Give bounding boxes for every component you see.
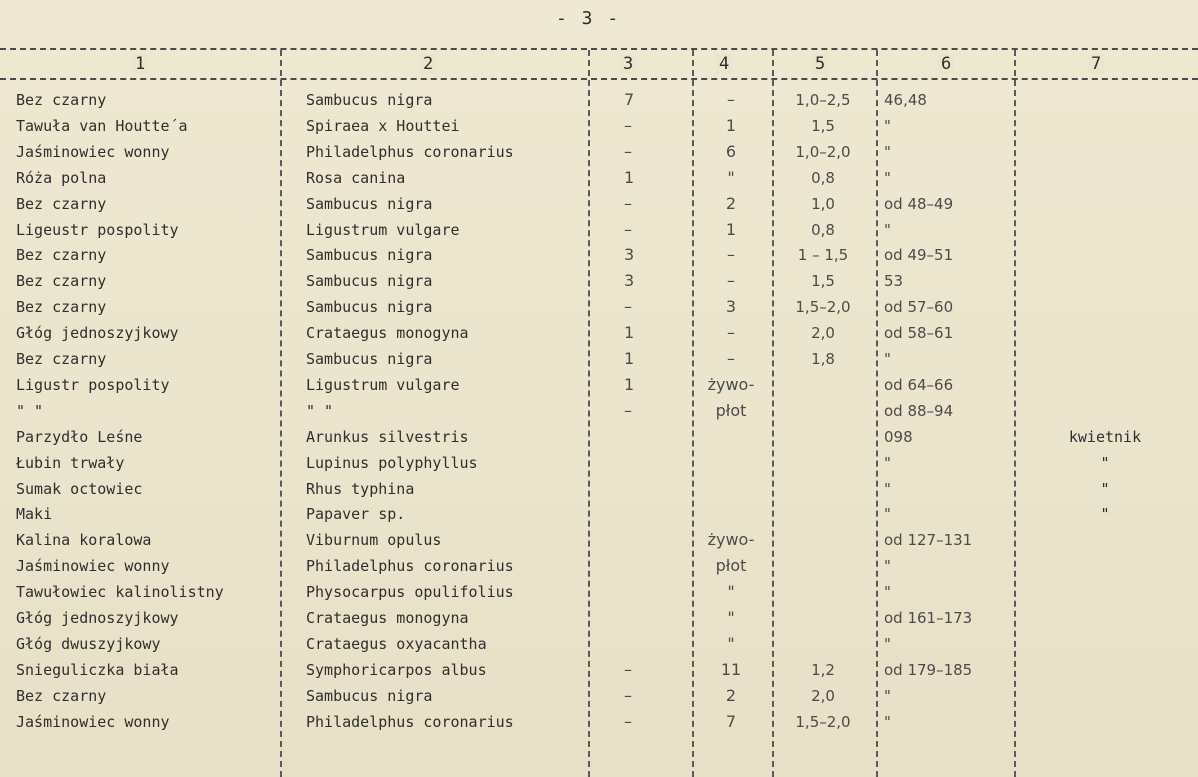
cell-col-2: Philadelphus coronarius (306, 712, 514, 731)
cell-col-3: – (624, 219, 632, 239)
cell-col-2: Crataegus monogyna (306, 324, 469, 343)
cell-col-2: Rosa canina (306, 168, 406, 187)
cell-col-4: 2 (725, 193, 737, 213)
cell-col-2: Symphoricarpos albus (306, 660, 487, 679)
cell-col-2: Sambucus nigra (306, 194, 433, 213)
cell-col-1: Bez czarny (16, 298, 107, 317)
table-row (0, 401, 1198, 427)
cell-col-1: Maki (16, 505, 53, 524)
cell-col-6: " (884, 557, 891, 576)
cell-col-4: – (727, 90, 735, 109)
cell-col-5: 1,0–2,0 (795, 142, 851, 161)
cell-col-1: Tawuła van Houtte´a (16, 116, 188, 135)
cell-col-4: – (727, 245, 735, 265)
table-row (0, 504, 1198, 530)
cell-col-4: 6 (725, 141, 737, 161)
cell-col-6: " (884, 479, 891, 498)
cell-col-5: 1,8 (811, 350, 835, 368)
table-row (0, 90, 1198, 116)
cell-col-2: Physocarpus opulifolius (306, 583, 514, 602)
cell-col-1: Jaśminowiec wonny (16, 557, 170, 576)
cell-col-6: " (884, 505, 891, 524)
cell-col-4: płot (715, 400, 747, 420)
cell-col-3: – (624, 711, 632, 731)
cell-col-3: 3 (624, 245, 635, 265)
cell-col-5: 1,5–2,0 (795, 298, 851, 317)
table-row (0, 530, 1198, 556)
column-header-1: 1 (132, 54, 148, 74)
cell-col-7: " (1100, 453, 1110, 472)
table-row (0, 608, 1198, 634)
cell-col-4: żywo- (707, 530, 755, 550)
cell-col-4: – (727, 323, 735, 343)
cell-col-4: 1 (725, 219, 737, 239)
table-row (0, 582, 1198, 608)
cell-col-6: od 161–173 (884, 609, 973, 627)
cell-col-5: 1,2 (811, 660, 835, 679)
cell-col-1: Głóg jednoszyjkowy (16, 324, 179, 343)
cell-col-3: 1 (624, 167, 635, 187)
table-row (0, 660, 1198, 686)
cell-col-6: 53 (884, 272, 904, 291)
table-row (0, 686, 1198, 712)
cell-col-6: od 64–66 (884, 375, 954, 394)
cell-col-4: żywo- (707, 374, 755, 394)
cell-col-5: 0,8 (811, 168, 835, 187)
cell-col-1: Sumak octowiec (16, 479, 143, 498)
cell-col-3: 7 (624, 90, 635, 109)
cell-col-1: Głóg jednoszyjkowy (16, 609, 179, 627)
cell-col-3: – (624, 297, 632, 317)
cell-col-6: " (884, 583, 891, 602)
cell-col-6: 46,48 (884, 91, 927, 109)
table-row (0, 453, 1198, 479)
column-header-4: 4 (716, 54, 732, 74)
table-row (0, 297, 1198, 323)
cell-col-4: 11 (720, 659, 742, 679)
column-header-7: 7 (1088, 54, 1104, 74)
cell-col-6: " (884, 142, 891, 161)
cell-col-7: kwietnik (1068, 427, 1142, 446)
cell-col-3: – (624, 659, 632, 679)
cell-col-3: – (624, 685, 632, 705)
cell-col-2: Lupinus polyphyllus (306, 453, 478, 472)
cell-col-3: – (624, 193, 632, 213)
cell-col-6: " (884, 350, 891, 368)
cell-col-4: " (727, 167, 735, 187)
cell-col-2: Papaver sp. (306, 505, 406, 524)
table-row (0, 712, 1198, 738)
cell-col-3: 1 (624, 374, 635, 394)
cell-col-6: " (884, 453, 891, 472)
cell-col-6: od 127–131 (884, 531, 973, 550)
cell-col-2: Sambucus nigra (306, 686, 433, 705)
cell-col-6: od 179–185 (884, 660, 973, 679)
cell-col-1: Parzydło Leśne (16, 427, 143, 446)
cell-col-2: Viburnum opulus (306, 531, 442, 550)
cell-col-2: Sambucus nigra (306, 298, 433, 317)
cell-col-2: Philadelphus coronarius (306, 557, 514, 576)
cell-col-5: 1 – 1,5 (797, 246, 849, 265)
cell-col-1: Bez czarny (16, 91, 107, 109)
cell-col-6: od 48–49 (884, 194, 954, 213)
cell-col-1: Róża polna (16, 168, 107, 187)
cell-col-2: Sambucus nigra (306, 272, 433, 291)
cell-col-5: 1,5 (811, 272, 835, 291)
cell-col-3: – (624, 141, 632, 161)
cell-col-2: Ligustrum vulgare (306, 220, 460, 239)
table-row (0, 116, 1198, 142)
cell-col-4: " (727, 608, 735, 627)
table-row (0, 323, 1198, 349)
cell-col-1: Głóg dwuszyjkowy (16, 634, 161, 653)
table-row (0, 271, 1198, 297)
cell-col-5: 2,0 (811, 686, 835, 705)
cell-col-1: Jaśminowiec wonny (16, 712, 170, 731)
cell-col-1: Bez czarny (16, 272, 107, 291)
cell-col-1: Kalina koralowa (16, 531, 152, 550)
cell-col-2: Sambucus nigra (306, 246, 433, 265)
table-row (0, 194, 1198, 220)
column-header-6: 6 (938, 54, 954, 74)
cell-col-3: – (624, 115, 632, 135)
cell-col-4: 3 (725, 297, 737, 317)
table-row (0, 634, 1198, 660)
cell-col-3: 3 (624, 271, 635, 291)
cell-col-4: " (727, 582, 735, 602)
table-row (0, 479, 1198, 505)
cell-col-1: Bez czarny (16, 194, 107, 213)
cell-col-1: " " (16, 401, 44, 420)
cell-col-3: 1 (624, 323, 635, 343)
cell-col-6: " (884, 712, 891, 731)
cell-col-7: " (1100, 479, 1110, 498)
table-row (0, 375, 1198, 401)
cell-col-6: " (884, 634, 891, 653)
cell-col-1: Tawułowiec kalinolistny (16, 583, 224, 602)
table-row (0, 556, 1198, 582)
page-number: - 3 - (556, 8, 621, 29)
cell-col-2: Crataegus monogyna (306, 609, 469, 627)
cell-col-1: Bez czarny (16, 686, 107, 705)
cell-col-6: " (884, 686, 891, 705)
cell-col-6: 098 (884, 427, 913, 446)
cell-col-4: 2 (725, 685, 737, 705)
cell-col-1: Łubin trwały (16, 453, 125, 472)
cell-col-5: 1,0–2,5 (795, 91, 851, 109)
cell-col-3: – (624, 400, 632, 420)
cell-col-4: – (727, 349, 735, 368)
cell-col-2: Philadelphus coronarius (306, 142, 514, 161)
cell-col-6: " (884, 220, 891, 239)
cell-col-5: 1,5 (811, 116, 835, 135)
cell-col-2: Ligustrum vulgare (306, 375, 460, 394)
cell-col-1: Ligeustr pospolity (16, 220, 179, 239)
cell-col-2: Sambucus nigra (306, 350, 433, 368)
column-header-2: 2 (420, 54, 436, 74)
cell-col-1: Jaśminowiec wonny (16, 142, 170, 161)
cell-col-4: – (727, 271, 735, 291)
cell-col-6: " (884, 168, 891, 187)
cell-col-1: Bez czarny (16, 246, 107, 265)
table-row (0, 142, 1198, 168)
cell-col-5: 1,0 (811, 194, 835, 213)
cell-col-7: " (1100, 505, 1110, 524)
column-header-3: 3 (620, 54, 636, 74)
cell-col-3: 1 (624, 349, 635, 368)
cell-col-5: 1,5–2,0 (795, 712, 851, 731)
cell-col-6: " (884, 116, 891, 135)
cell-col-2: " " (306, 401, 334, 420)
table-top-rule (0, 48, 1198, 50)
cell-col-2: Spiraea x Houttei (306, 116, 460, 135)
cell-col-4: 7 (725, 711, 737, 731)
cell-col-4: płot (715, 556, 747, 576)
column-header-5: 5 (812, 54, 828, 74)
cell-col-2: Sambucus nigra (306, 91, 433, 109)
table-row (0, 168, 1198, 194)
cell-col-1: Snieguliczka biała (16, 660, 179, 679)
cell-col-1: Ligustr pospolity (16, 375, 170, 394)
header-bottom-rule (0, 78, 1198, 80)
cell-col-6: od 49–51 (884, 246, 954, 265)
cell-col-6: od 58–61 (884, 324, 954, 343)
cell-col-6: od 57–60 (884, 298, 954, 317)
table-row (0, 427, 1198, 453)
cell-col-2: Arunkus silvestris (306, 427, 469, 446)
table-row (0, 220, 1198, 246)
table-row (0, 349, 1198, 375)
cell-col-6: od 88–94 (884, 401, 954, 420)
cell-col-2: Crataegus oxyacantha (306, 634, 487, 653)
cell-col-1: Bez czarny (16, 350, 107, 368)
cell-col-4: 1 (725, 115, 737, 135)
cell-col-5: 0,8 (811, 220, 835, 239)
cell-col-4: " (727, 633, 735, 653)
cell-col-5: 2,0 (811, 324, 835, 343)
cell-col-2: Rhus typhina (306, 479, 415, 498)
table-row (0, 245, 1198, 271)
